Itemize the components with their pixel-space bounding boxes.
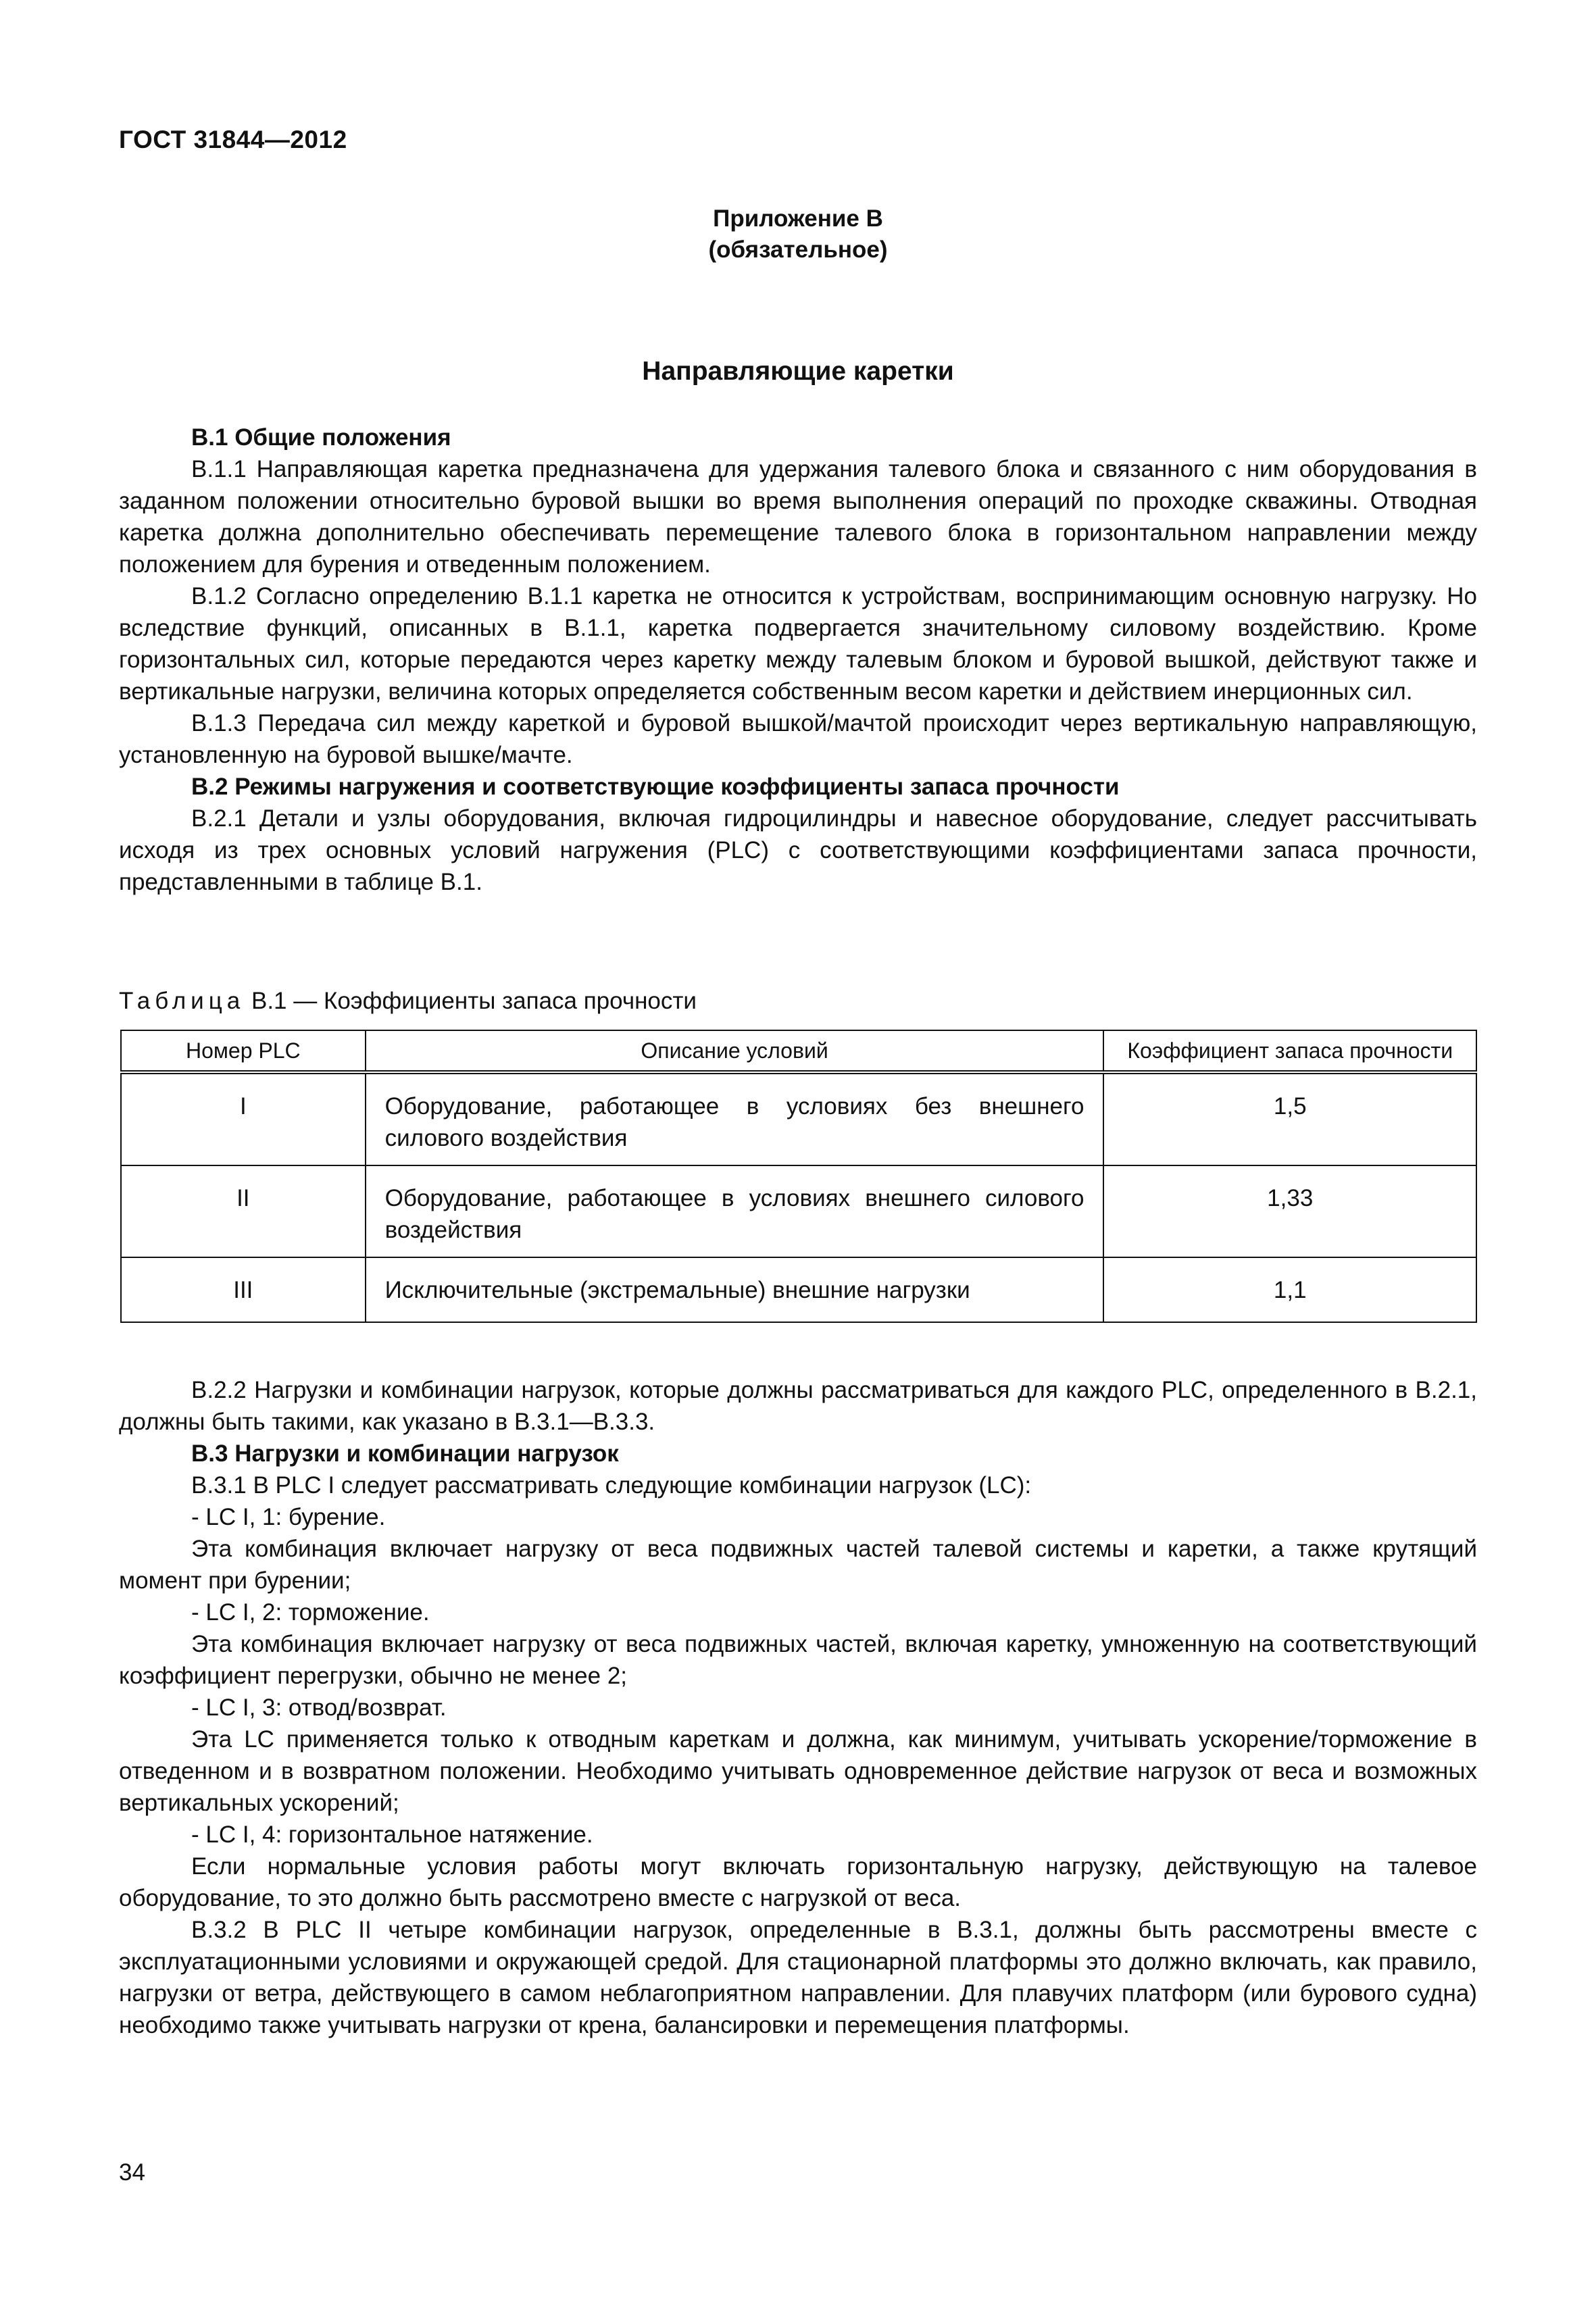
paragraph: В.1.2 Согласно определению В.1.1 каретка не относится к устройствам, воспринимающим основную нагрузку. Но вследствие функций, описанных в В.1.1, каретка подвергается значительному силовому воздействию. Кроме горизонтальных сил, которые передаются через каретку между талевым блоком и буровой вышкой, действуют также и вертикальные нагрузки, величина которых определяется собственным весом каретки и действием инерционных сил.	[119, 583, 1477, 705]
paragraph: В.2.2 Нагрузки и комбинации нагрузок, которые должны рассматриваться для каждого PLC, определенного в В.2.1, должны быть такими, как указано в В.3.1—В.3.3.	[119, 1377, 1477, 1435]
paragraph: В.3.2 В PLC II четыре комбинации нагрузок, определенные в В.3.1, должны быть рассмотрены вместе с эксплуатационными условиями и окружающей средой. Для стационарной платформы это должно включать, как правило, нагрузки от ветра, действующего в самом неблагоприятном направлении. Для плавучих платформ (или бурового судна) необходимо также учитывать нагрузки от крена, балансировки и перемещения платформы.	[119, 1917, 1477, 2038]
table-row	[121, 1072, 1476, 1165]
plc-number-cell: I	[121, 1072, 366, 1165]
paragraph: Если нормальные условия работы могут включать горизонтальную нагрузку, действующую на талевое оборудование, то это должно быть рассмотрено вместе с нагрузкой от веса.	[119, 1853, 1477, 1911]
column-header: Описание условий	[366, 1030, 1104, 1072]
standard-code: ГОСТ 31844—2012	[119, 126, 347, 153]
plc-number-cell: III	[121, 1257, 366, 1322]
table-row	[121, 1257, 1476, 1322]
table-header-row	[121, 1030, 1476, 1072]
column-header: Номер PLC	[121, 1030, 366, 1072]
paragraph: Эта комбинация включает нагрузку от веса подвижных частей талевой системы и каретки, а также крутящий момент при бурении;	[119, 1536, 1477, 1594]
paragraph: В.1.1 Направляющая каретка предназначена для удержания талевого блока и связанного с ним оборудования в заданном положении относительно буровой вышки во время выполнения операций по проходке скважины. Отводная каретка должна дополнительно обеспечивать перемещение талевого блока в горизонтальном направлении между положением для бурения и отведенным положением.	[119, 456, 1477, 578]
table-caption-text: В.1 — Коэффициенты запаса прочности	[251, 988, 697, 1014]
table-row	[121, 1165, 1476, 1257]
safety-factor-table	[120, 1030, 1477, 1323]
list-item: - LC I, 4: горизонтальное натяжение.	[191, 1821, 593, 1848]
safety-factor-cell: 1,5	[1103, 1072, 1476, 1165]
list-item: - LC I, 2: торможение.	[191, 1599, 430, 1626]
annex-title: Приложение В	[713, 205, 883, 232]
paragraph: В.2.1 Детали и узлы оборудования, включая гидроцилиндры и навесное оборудование, следует рассчитывать исходя из трех основных условий нагружения (PLC) с соответствующими коэффициентами запаса прочности, представленными в таблице В.1.	[119, 805, 1477, 895]
list-item: - LC I, 3: отвод/возврат.	[191, 1694, 447, 1721]
table-caption-label: Таблица	[119, 988, 245, 1014]
column-header: Коэффициент запаса прочности	[1103, 1030, 1476, 1072]
section-heading: В.1 Общие положения	[191, 424, 451, 451]
paragraph: Эта LC применяется только к отводным кареткам и должна, как минимум, учитывать ускорение/торможение в отведенном и в возвратном положении. Необходимо учитывать одновременное действие нагрузок от веса и возможных вертикальных ускорений;	[119, 1726, 1477, 1816]
list-item: - LC I, 1: бурение.	[191, 1504, 386, 1530]
safety-factor-cell: 1,1	[1103, 1257, 1476, 1322]
table-caption	[119, 985, 697, 1017]
body-text-bottom	[119, 1374, 1477, 2041]
page-title: Направляющие каретки	[642, 357, 954, 386]
paragraph: В.3.1 В PLC I следует рассматривать следующие комбинации нагрузок (LC):	[191, 1472, 1032, 1499]
condition-description-cell: Оборудование, работающее в условиях внешнего силового воздействия	[366, 1165, 1104, 1257]
condition-description-cell: Исключительные (экстремальные) внешние нагрузки	[366, 1257, 1104, 1322]
condition-description-cell: Оборудование, работающее в условиях без внешнего силового воздействия	[366, 1072, 1104, 1165]
page-number: 34	[119, 2159, 145, 2186]
plc-number-cell: II	[121, 1165, 366, 1257]
safety-factor-cell: 1,33	[1103, 1165, 1476, 1257]
annex-status: (обязательное)	[708, 236, 888, 263]
section-heading: В.2 Режимы нагружения и соответствующие коэффициенты запаса прочности	[191, 774, 1120, 800]
section-heading: В.3 Нагрузки и комбинации нагрузок	[191, 1440, 619, 1467]
paragraph: В.1.3 Передача сил между кареткой и буровой вышкой/мачтой происходит через вертикальную направляющую, установленную на буровой вышке/мачте.	[119, 710, 1477, 768]
paragraph: Эта комбинация включает нагрузку от веса подвижных частей, включая каретку, умноженную на соответствующий коэффициент перегрузки, обычно не менее 2;	[119, 1631, 1477, 1689]
body-text-top	[119, 422, 1477, 898]
